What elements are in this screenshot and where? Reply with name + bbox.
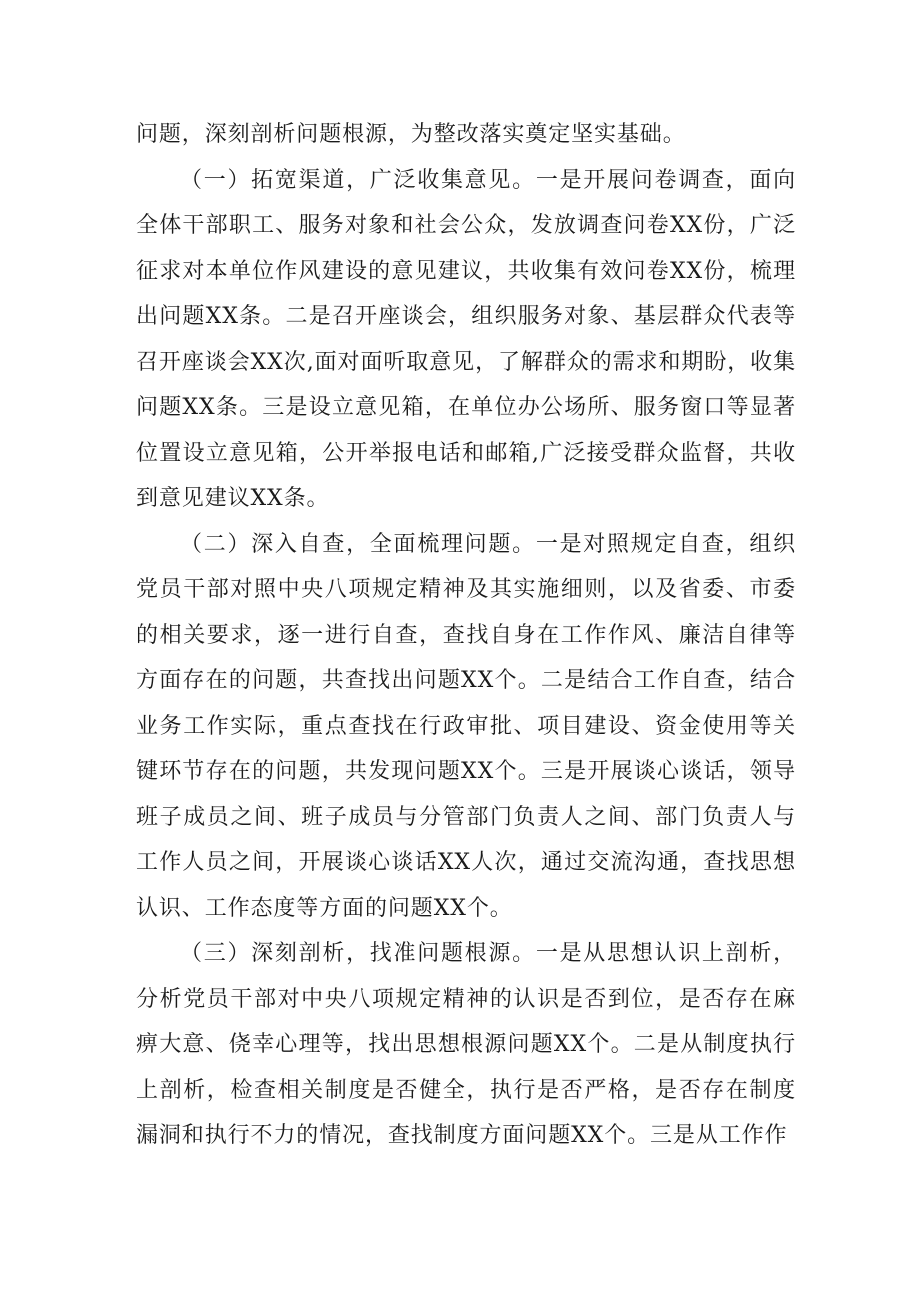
paragraph-section-2: （二）深入自查，全面梳理问题。一是对照规定自查，组织党员干部对照中央八项规定精神及其实施细则，以及省委、市委的相关要求，逐一进行自查，查找自身在工作作风、廉洁自律等方面存在的问题，共查找出问题XX个。二是结合工作自查，结合业务工作实际，重点查找在行政审批、项目建设、资金使用等关键环节存在的问题，共发现问题XX个。三是开展谈心谈话，领导班子成员之间、班子成员与分管部门负责人之间、部门负责人与工作人员之间，开展谈心谈话XX人次，通过交流沟通，查找思想认识、工作态度等方面的问题XX个。 [136,531,796,921]
paragraph-section-3: （三）深刻剖析，找准问题根源。一是从思想认识上剖析，分析党员干部对中央八项规定精神的认识是否到位，是否存在麻痹大意、侥幸心理等，找出思想根源问题XX个。二是从制度执行上剖析，检查相关制度是否健全，执行是否严格，是否存在制度漏洞和执行不力的情况，查找制度方面问题XX个。三是从工作作 [136,941,796,1148]
paragraph-continuation: 问题，深刻剖析问题根源，为整改落实奠定坚实基础。 [136,122,686,147]
paragraph-section-1: （一）拓宽渠道，广泛收集意见。一是开展问卷调查，面向全体干部职工、服务对象和社会公众，发放调查问卷XX份，广泛征求对本单位作风建设的意见建议，共收集有效问卷XX份，梳理出问题XX条。二是召开座谈会，组织服务对象、基层群众代表等召开座谈会XX次,面对面听取意见，了解群众的需求和期盼，收集问题XX条。三是设立意见箱，在单位办公场所、服务窗口等显著位置设立意见箱，公开举报电话和邮箱,广泛接受群众监督，共收到意见建议XX条。 [136,167,796,511]
document-body [136,112,796,1159]
